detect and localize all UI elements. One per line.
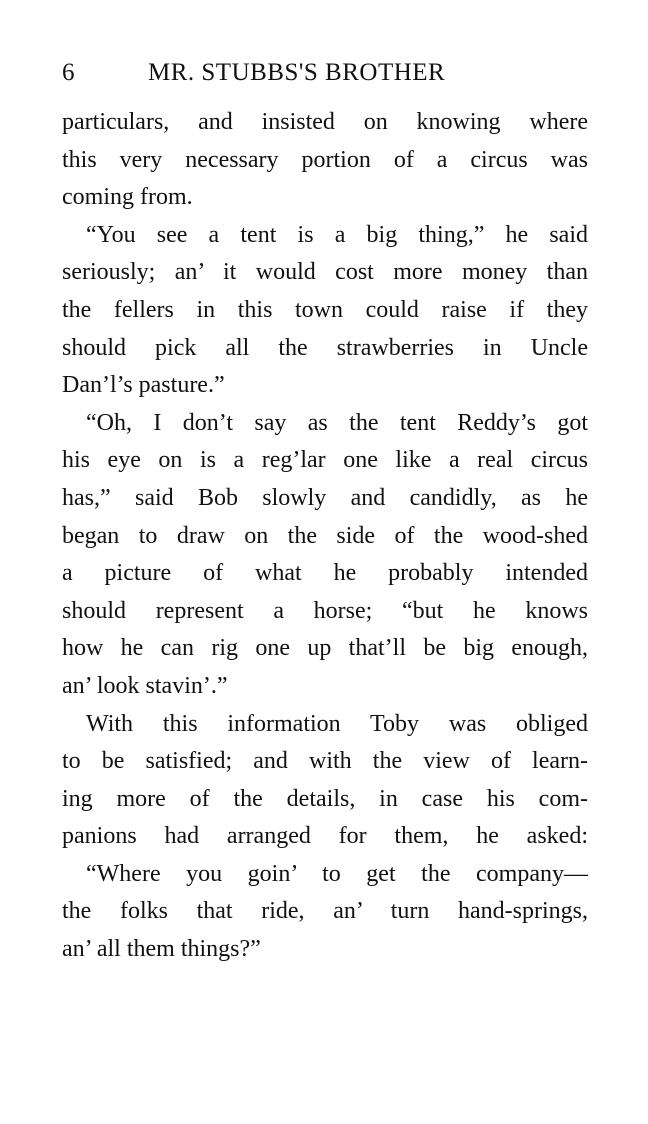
text-line: began to draw on the side of the wood-shed (62, 522, 588, 549)
text-line: has,” said Bob slowly and candidly, as he (62, 484, 588, 511)
text-line: a picture of what he probably intended (62, 560, 588, 587)
text-line: coming from. (62, 184, 193, 211)
text-line: to be satisfied; and with the view of learn- (62, 748, 588, 775)
text-line: how he can rig one up that’ll be big enough, (62, 635, 588, 662)
page-number: 6 (62, 59, 75, 86)
text-line: “Where you goin’ to get the company— (86, 860, 588, 887)
text-line: this very necessary portion of a circus was (62, 146, 588, 173)
text-line: “Oh, I don’t say as the tent Reddy’s got (86, 409, 588, 436)
paragraph (62, 217, 588, 405)
text-line: should represent a horse; “but he knows (62, 597, 588, 624)
text-line: an’ all them things?” (62, 936, 261, 963)
text-line: Dan’l’s pasture.” (62, 372, 225, 399)
text-line: “You see a tent is a big thing,” he said (86, 221, 588, 248)
text-line: his eye on is a reg’lar one like a real circus (62, 447, 588, 474)
paragraph (62, 856, 588, 969)
text-line: With this information Toby was obliged (86, 710, 588, 737)
text-line: panions had arranged for them, he asked: (62, 823, 588, 850)
running-title: MR. STUBBS'S BROTHER (148, 59, 446, 86)
text-line: should pick all the strawberries in Uncle (62, 334, 588, 361)
text-line: seriously; an’ it would cost more money than (62, 259, 588, 286)
paragraph (62, 104, 588, 217)
text-line: ing more of the details, in case his com- (62, 785, 588, 812)
text-line: particulars, and insisted on knowing where (62, 109, 588, 135)
paragraph (62, 405, 588, 706)
body-text (62, 104, 588, 969)
text-line: an’ look stavin’.” (62, 672, 228, 699)
paragraph (62, 706, 588, 856)
text-line: the folks that ride, an’ turn hand-springs, (62, 898, 588, 925)
text-line: the fellers in this town could raise if they (62, 296, 588, 323)
running-head (62, 56, 588, 90)
